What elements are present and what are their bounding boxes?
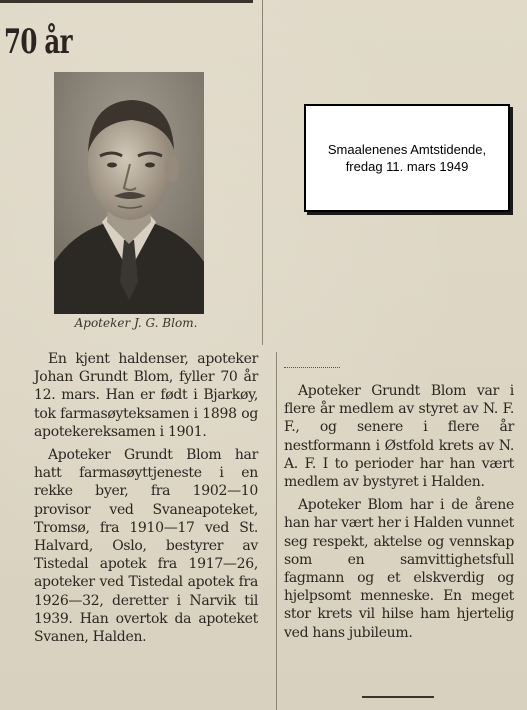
column-divider [276,352,277,710]
portrait-photo [54,72,204,314]
article-paragraph: Apoteker Grundt Blom har hatt farmasøyttjeneste i en rekke byer, fra 1902—10 provisor ved Svaneapoteket, Tromsø, fra 1910—17 ved St. Halvard, Oslo, bestyrer av Tistedal apotek fra 1917—26, apoteker ved Tistedal apotek fra 1926—32, deretter i Narvik til 1939. Han overtok da apoteket Svanen, Halden. [34,447,258,646]
article-column-right [284,382,514,642]
column-divider [262,0,263,345]
article-column-left [34,350,258,646]
source-label-date: fredag 11. mars 1949 [345,159,469,174]
end-rule [362,696,434,698]
source-label-newspaper: Smaalenenes Amtstidende, [327,142,487,157]
article-paragraph: Apoteker Grundt Blom var i flere år medlem av styret av N. F. F., og senere i flere år nestformann i Østfold krets av N. A. F. I to perioder har han vært medlem av bystyret i Halden. [284,383,514,491]
source-label [304,104,510,212]
article-paragraph: Apoteker Blom har i de årene han har vært her i Halden vunnet seg respekt, aktelse og vennskap som en samvittighetsfull fagmann og et elskverdig og hjelpsomt menneske. En meget stor krets vil hilse ham hjertelig ved hans jubileum. [284,497,514,641]
photo-caption: Apoteker J. G. Blom. [74,316,198,330]
top-rule [0,0,253,3]
headline: 70 år [4,22,72,62]
dotted-rule [284,367,340,368]
article-paragraph: En kjent haldenser, apoteker Johan Grundt Blom, fyller 70 år 12. mars. Han er født i Bjarkøy, tok farmasøyteksamen i 1898 og apotekereksamen i 1901. [34,351,258,440]
